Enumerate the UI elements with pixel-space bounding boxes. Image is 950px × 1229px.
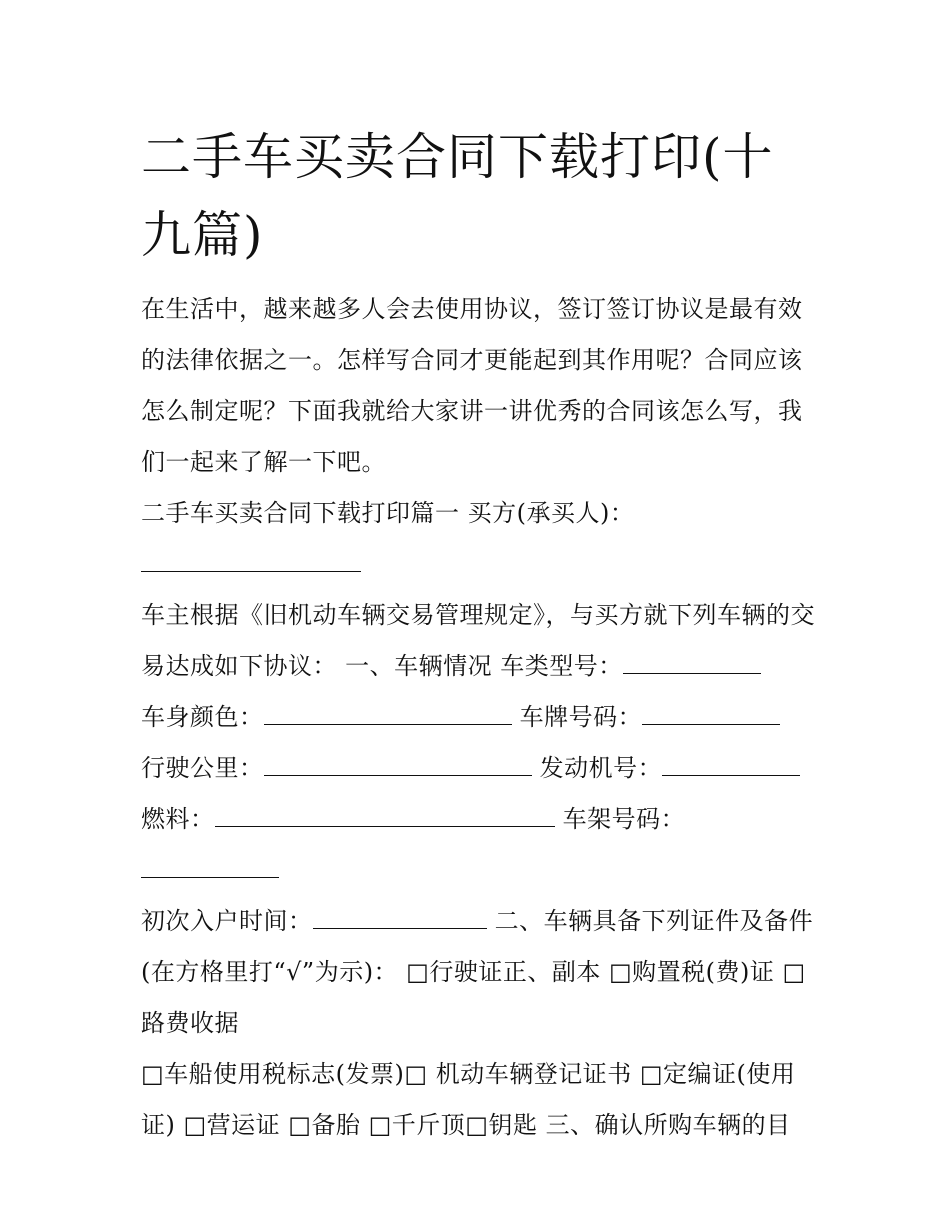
frame-label: 车架号码：: [554, 805, 686, 833]
body-color-row: [141, 692, 821, 743]
document-title: 二手车买卖合同下载打印(十九篇): [141, 128, 774, 264]
buyer-name-blank: [141, 549, 361, 572]
docs-paragraph-2: □车船使用税标志(发票)□ 机动车辆登记证书 □定编证(使用证) □营运证 □备胎 □千斤顶□钥匙 三、确认所购车辆的目: [141, 1060, 796, 1139]
frame-blank-line: [141, 845, 821, 896]
docs-text: 二、车辆具备下列证件及备件(在方格里打“√”为示)： □行驶证正、副本 □购置税(费)证 □路费收据: [141, 907, 814, 1037]
fuel-blank: [215, 804, 555, 827]
first-reg-label: 初次入户时间：: [141, 907, 313, 935]
plate-label: 车牌号码：: [511, 703, 643, 731]
engine-label: 发动机号：: [531, 754, 663, 782]
vehicle-type-blank: [623, 651, 761, 674]
body-color-label: 车身颜色：: [141, 703, 264, 731]
docs-paragraph: [141, 896, 821, 1049]
mileage-blank: [264, 753, 532, 776]
document-page: [141, 118, 821, 1151]
buyer-blank-line: [141, 539, 821, 590]
first-reg-blank: [313, 906, 487, 929]
fuel-label: 燃料：: [141, 805, 215, 833]
mileage-row: [141, 743, 821, 794]
intro-paragraph: 在生活中，越来越多人会去使用协议，签订签订协议是最有效的法律依据之一。怎样写合同才更能起到其作用呢？合同应该怎么制定呢？下面我就给大家讲一讲优秀的合同该怎么写，我们一起来了解一下吧。: [141, 295, 803, 476]
fuel-row: [141, 794, 821, 845]
agreement-text: 车主根据《旧机动车辆交易管理规定》，与买方就下列车辆的交易达成如下协议： 一、车辆情况 车类型号：: [141, 601, 815, 680]
engine-blank: [662, 753, 800, 776]
body-color-blank: [264, 702, 512, 725]
frame-blank: [141, 855, 279, 878]
section-heading: 二手车买卖合同下载打印篇一 买方(承买人)：: [141, 499, 635, 527]
plate-blank: [642, 702, 780, 725]
mileage-label: 行驶公里：: [141, 754, 264, 782]
agreement-paragraph: [141, 590, 821, 692]
